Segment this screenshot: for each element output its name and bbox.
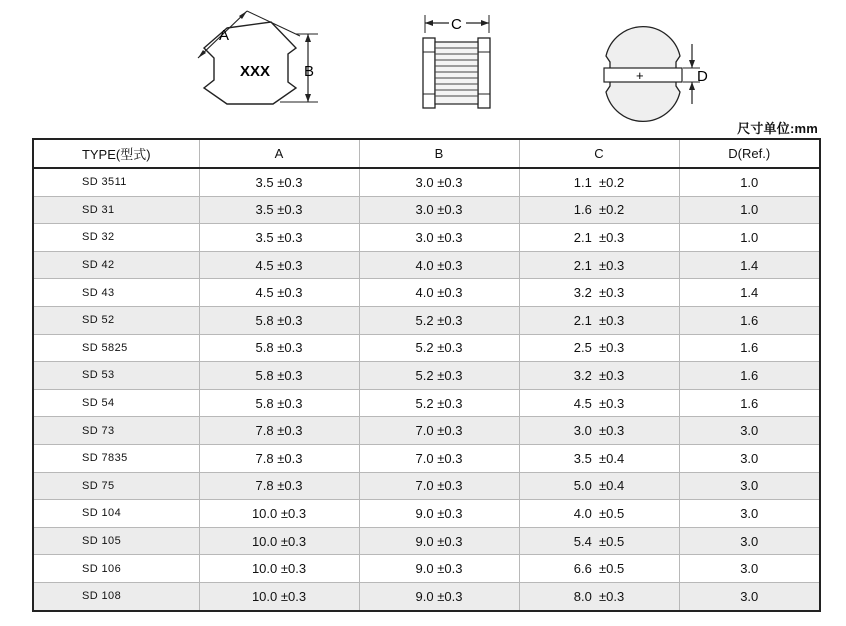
d-cell: 3.0 <box>679 472 820 500</box>
d-cell: 3.0 <box>679 417 820 445</box>
c-cell: 5.0 ±0.4 <box>519 472 679 500</box>
b-cell: 3.0 ±0.3 <box>359 196 519 224</box>
d-cell: 3.0 <box>679 527 820 555</box>
table-row <box>33 334 820 362</box>
type-cell: SD 3511 <box>33 168 199 196</box>
b-cell: 3.0 ±0.3 <box>359 224 519 252</box>
dimension-diagrams <box>0 0 846 132</box>
b-cell: 3.0 ±0.3 <box>359 168 519 196</box>
type-cell: SD 108 <box>33 582 199 610</box>
table-row <box>33 500 820 528</box>
type-cell: SD 106 <box>33 555 199 583</box>
header-type: TYPE(型式) <box>33 139 199 168</box>
c-cell: 6.6 ±0.5 <box>519 555 679 583</box>
c-cell: 3.0 ±0.3 <box>519 417 679 445</box>
a-cell: 10.0 ±0.3 <box>199 582 359 610</box>
type-cell: SD 75 <box>33 472 199 500</box>
c-cell: 2.1 ±0.3 <box>519 224 679 252</box>
a-cell: 5.8 ±0.3 <box>199 362 359 390</box>
b-cell: 9.0 ±0.3 <box>359 555 519 583</box>
a-cell: 5.8 ±0.3 <box>199 334 359 362</box>
d-cell: 3.0 <box>679 555 820 583</box>
type-cell: SD 104 <box>33 500 199 528</box>
table-row <box>33 279 820 307</box>
type-cell: SD 52 <box>33 306 199 334</box>
a-cell: 10.0 ±0.3 <box>199 500 359 528</box>
part-marking-label: XXX <box>240 63 271 80</box>
type-cell: SD 31 <box>33 196 199 224</box>
d-cell: 1.6 <box>679 306 820 334</box>
unit-note: 尺寸单位:mm <box>737 121 818 136</box>
table-row <box>33 527 820 555</box>
dim-a-label: A <box>219 27 230 44</box>
dimension-spec-table <box>32 138 821 612</box>
dim-c-label: C <box>451 16 462 33</box>
b-cell: 9.0 ±0.3 <box>359 582 519 610</box>
table-row <box>33 555 820 583</box>
b-cell: 5.2 ±0.3 <box>359 334 519 362</box>
type-cell: SD 105 <box>33 527 199 555</box>
c-cell: 3.5 ±0.4 <box>519 444 679 472</box>
c-cell: 2.5 ±0.3 <box>519 334 679 362</box>
d-cell: 1.0 <box>679 196 820 224</box>
c-cell: 2.1 ±0.3 <box>519 251 679 279</box>
header-a: A <box>199 139 359 168</box>
table-row <box>33 472 820 500</box>
b-cell: 5.2 ±0.3 <box>359 362 519 390</box>
a-cell: 10.0 ±0.3 <box>199 555 359 583</box>
b-cell: 9.0 ±0.3 <box>359 500 519 528</box>
b-cell: 9.0 ±0.3 <box>359 527 519 555</box>
bottom-view-diagram <box>0 0 846 132</box>
c-cell: 4.5 ±0.3 <box>519 389 679 417</box>
a-cell: 7.8 ±0.3 <box>199 472 359 500</box>
type-cell: SD 54 <box>33 389 199 417</box>
b-cell: 7.0 ±0.3 <box>359 417 519 445</box>
d-cell: 1.4 <box>679 279 820 307</box>
b-cell: 7.0 ±0.3 <box>359 472 519 500</box>
table-row <box>33 306 820 334</box>
a-cell: 5.8 ±0.3 <box>199 306 359 334</box>
a-cell: 7.8 ±0.3 <box>199 444 359 472</box>
dim-b-label: B <box>304 63 315 80</box>
table-header-row <box>33 139 820 168</box>
d-cell: 3.0 <box>679 582 820 610</box>
c-cell: 5.4 ±0.5 <box>519 527 679 555</box>
a-cell: 10.0 ±0.3 <box>199 527 359 555</box>
d-cell: 1.6 <box>679 362 820 390</box>
dim-d-label: D <box>697 68 708 85</box>
table-body <box>33 168 820 611</box>
b-cell: 7.0 ±0.3 <box>359 444 519 472</box>
header-b: B <box>359 139 519 168</box>
a-cell: 3.5 ±0.3 <box>199 224 359 252</box>
type-cell: SD 53 <box>33 362 199 390</box>
d-cell: 1.0 <box>679 224 820 252</box>
table-row <box>33 389 820 417</box>
d-cell: 1.6 <box>679 389 820 417</box>
a-cell: 4.5 ±0.3 <box>199 251 359 279</box>
a-cell: 3.5 ±0.3 <box>199 168 359 196</box>
d-cell: 3.0 <box>679 500 820 528</box>
b-cell: 5.2 ±0.3 <box>359 389 519 417</box>
header-c: C <box>519 139 679 168</box>
table-row <box>33 582 820 610</box>
type-cell: SD 42 <box>33 251 199 279</box>
header-d: D(Ref.) <box>679 139 820 168</box>
a-cell: 3.5 ±0.3 <box>199 196 359 224</box>
b-cell: 4.0 ±0.3 <box>359 279 519 307</box>
d-cell: 1.4 <box>679 251 820 279</box>
a-cell: 5.8 ±0.3 <box>199 389 359 417</box>
table-row <box>33 417 820 445</box>
d-cell: 1.0 <box>679 168 820 196</box>
c-cell: 8.0 ±0.3 <box>519 582 679 610</box>
table-row <box>33 224 820 252</box>
table-row <box>33 168 820 196</box>
table-row <box>33 251 820 279</box>
d-cell: 3.0 <box>679 444 820 472</box>
a-cell: 4.5 ±0.3 <box>199 279 359 307</box>
a-cell: 7.8 ±0.3 <box>199 417 359 445</box>
type-cell: SD 73 <box>33 417 199 445</box>
type-cell: SD 43 <box>33 279 199 307</box>
type-cell: SD 32 <box>33 224 199 252</box>
b-cell: 4.0 ±0.3 <box>359 251 519 279</box>
c-cell: 1.1 ±0.2 <box>519 168 679 196</box>
c-cell: 1.6 ±0.2 <box>519 196 679 224</box>
dim-d-arrow-bottom <box>689 82 695 90</box>
b-cell: 5.2 ±0.3 <box>359 306 519 334</box>
type-cell: SD 5825 <box>33 334 199 362</box>
c-cell: 3.2 ±0.3 <box>519 362 679 390</box>
c-cell: 4.0 ±0.5 <box>519 500 679 528</box>
c-cell: 2.1 ±0.3 <box>519 306 679 334</box>
dim-d-arrow-top <box>689 60 695 68</box>
table-row <box>33 444 820 472</box>
bottom-view-cross-mark: + <box>636 68 644 83</box>
type-cell: SD 7835 <box>33 444 199 472</box>
table-row <box>33 196 820 224</box>
c-cell: 3.2 ±0.3 <box>519 279 679 307</box>
table-row <box>33 362 820 390</box>
d-cell: 1.6 <box>679 334 820 362</box>
